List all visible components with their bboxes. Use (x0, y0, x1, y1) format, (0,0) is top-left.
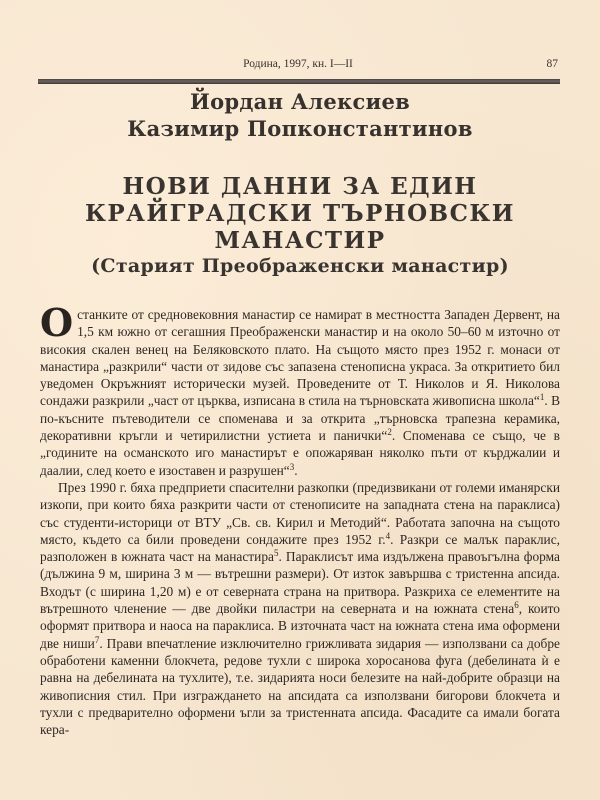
footnote-ref[interactable]: 6 (514, 600, 519, 611)
drop-cap: О (40, 300, 74, 345)
text-run: . Споменава се също, че в „годините на османското иго манастирът е опожаряван няколко пъти от кърджалии и даалии, след което е изоставен и разрушен“ (40, 428, 560, 478)
title-line: НОВИ ДАННИ ЗА ЕДИН (122, 173, 478, 200)
footnote-ref[interactable]: 5 (273, 548, 279, 559)
paragraph (40, 479, 560, 738)
page-number: 87 (546, 58, 558, 70)
text-run: . В по-късните пътеводители се споменава и за открита „търновска трапезна керамика, декоративни кръгли и четирилистни устиета и панички“ (40, 393, 560, 444)
text-run: . Параклисът има издължена правоъгълна форма (дължина 9 м, ширина 3 м — вътрешни размери). От изток завършва с тристенна апсида. Входът (с ширина 1,20 м) е от северната страна на притвора. Разкриха се елементите на вътрешното членение — две двойки пиластри на северната и на южната стена (40, 549, 560, 617)
text-run: . Прави впечатление изключително грижливата зидария — използвани са добре обработени каменни блокчета, редове тухли с широка хоросанова фуга (дебелината ѝ е равна на дебелината на тухлите), т.е. зидарията носи белезите на най-добрите образци на живописния стил. При изграждането на апсидата са използвани бигорови блокчета и тухли с предварително оформени ъгли за тристенната апсида. Фасадите са имали богата кера- (40, 635, 560, 738)
article-title (0, 173, 600, 254)
footnote-ref[interactable]: 3 (289, 461, 295, 472)
paragraph (40, 300, 560, 479)
text-run: , които оформят притвора и наоса на параклиса. В източната част на южната стена има оформени две ниши (40, 601, 560, 651)
text-run: През 1990 г. бяха предприети спасителни разкопки (предизвикани от големи иманярски изкопи, при които бяха разкрити части от стенописите на западната стена на параклиса) със студенти-историци от ВТУ „Св. св. Кирил и Методий“. Работата започна на същото място, където са били проведени сондажите през 1952 г. (40, 479, 560, 547)
author-name: Казимир Попконстантинов (127, 116, 473, 141)
text-run: . Разкри се малък параклис, разположен в южната част на манастира (40, 531, 560, 565)
title-line: МАНАСТИР (214, 227, 386, 254)
article-body (40, 300, 560, 738)
author-name: Йордан Алексиев (189, 89, 411, 114)
journal-citation: Родина, 1997, кн. I—II (243, 58, 353, 70)
author-list (0, 88, 600, 142)
text-run: . (294, 462, 298, 478)
footnote-ref[interactable]: 7 (94, 634, 100, 645)
article-subtitle: (Старият Преображенски манастир) (91, 255, 509, 277)
running-header (38, 56, 558, 76)
footnote-ref[interactable]: 4 (385, 530, 391, 541)
header-rule (38, 79, 560, 84)
footnote-ref[interactable]: 2 (387, 427, 392, 438)
footnote-ref[interactable]: 1 (539, 392, 545, 403)
title-line: КРАЙГРАДСКИ ТЪРНОВСКИ (84, 200, 516, 227)
text-run: станките от средновековния манастир се намират в местността Западен Дервент, на 1,5 км южно от сегашния Преображенски манастир и на около 50–60 м източно от високия скален венец на Беляковското плато. На същото място през 1952 г. монаси от манастира „разкрили“ части от зидове със запазена стенописна украса. За откритието бил уведомен Окръжният исторически музей. Проведените от Т. Николов и Я. Николова сондажи разкрили „част от църква, изписана в стила на търновската живописна школа“ (40, 307, 560, 409)
